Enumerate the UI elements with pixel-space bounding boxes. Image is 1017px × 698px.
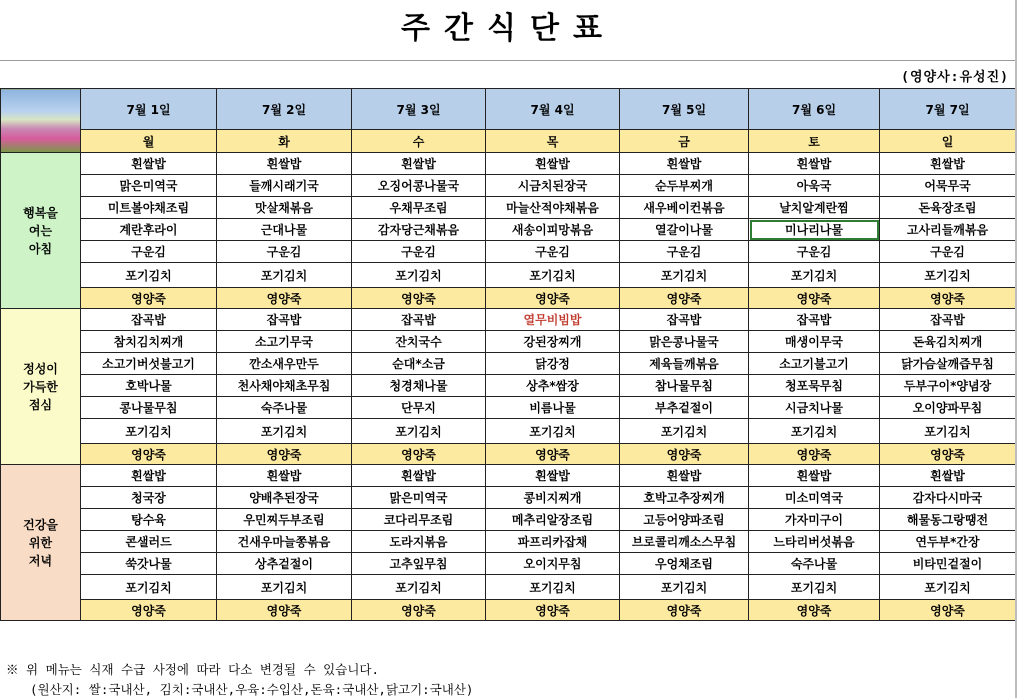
dish-cell[interactable]: 돈육김치찌개 <box>880 331 1016 353</box>
menu-row <box>1 175 1016 197</box>
dish-cell[interactable]: 흰쌀밥 <box>352 465 486 487</box>
dish-cell[interactable]: 비타민겉절이 <box>880 553 1016 575</box>
dish-cell[interactable]: 흰쌀밥 <box>880 153 1016 175</box>
dish-cell[interactable]: 파프리카잡채 <box>486 531 620 553</box>
porridge-cell[interactable]: 영양죽 <box>352 444 486 465</box>
porridge-cell[interactable]: 영양죽 <box>880 288 1016 309</box>
dish-cell[interactable]: 잡곡밥 <box>620 309 749 331</box>
menu-row <box>1 241 1016 263</box>
dish-cell[interactable]: 구운김 <box>749 241 880 263</box>
dish-cell[interactable]: 포기김치 <box>880 575 1016 600</box>
dish-cell[interactable]: 소고기무국 <box>217 331 352 353</box>
weekly-menu-table <box>0 88 1016 621</box>
dish-cell[interactable]: 도라지볶음 <box>352 531 486 553</box>
dish-cell[interactable]: 호박고추장찌개 <box>620 487 749 509</box>
dish-cell[interactable]: 포기김치 <box>486 575 620 600</box>
dish-cell[interactable]: 흰쌀밥 <box>620 153 749 175</box>
weekday-cell[interactable]: 금 <box>620 130 749 153</box>
dish-cell[interactable]: 숙주나물 <box>749 553 880 575</box>
landscape-photo <box>1 89 81 153</box>
porridge-cell[interactable]: 영양죽 <box>486 444 620 465</box>
menu-row <box>1 509 1016 531</box>
dish-cell[interactable]: 감자다시마국 <box>880 487 1016 509</box>
dish-cell[interactable]: 구운김 <box>352 241 486 263</box>
dish-cell[interactable]: 흰쌀밥 <box>486 465 620 487</box>
date-row <box>1 89 1016 130</box>
porridge-cell[interactable]: 영양죽 <box>352 600 486 621</box>
dish-cell[interactable]: 새송이피망볶음 <box>486 219 620 241</box>
dish-cell[interactable]: 흰쌀밥 <box>81 153 217 175</box>
dish-cell[interactable]: 포기김치 <box>486 263 620 288</box>
dish-cell[interactable]: 부추겉절이 <box>620 397 749 419</box>
weekday-cell[interactable]: 목 <box>486 130 620 153</box>
dish-cell[interactable]: 돈육장조림 <box>880 197 1016 219</box>
dish-cell[interactable]: 흰쌀밥 <box>217 153 352 175</box>
weekday-cell[interactable]: 월 <box>81 130 217 153</box>
dish-cell[interactable]: 비름나물 <box>486 397 620 419</box>
dish-cell[interactable]: 흰쌀밥 <box>749 465 880 487</box>
dish-cell[interactable]: 포기김치 <box>352 419 486 444</box>
dish-cell[interactable]: 잡곡밥 <box>81 309 217 331</box>
dish-cell[interactable]: 잡곡밥 <box>352 309 486 331</box>
dish-cell[interactable]: 미트볼야채조림 <box>81 197 217 219</box>
dish-cell[interactable]: 포기김치 <box>749 263 880 288</box>
dish-cell[interactable]: 닭가슴살깨즙무침 <box>880 353 1016 375</box>
dish-cell[interactable]: 미나리나물 <box>749 219 880 241</box>
date-cell[interactable]: 7월 4일 <box>486 89 620 130</box>
dish-cell[interactable]: 고사리들깨볶음 <box>880 219 1016 241</box>
porridge-cell[interactable]: 영양죽 <box>352 288 486 309</box>
porridge-cell[interactable]: 영양죽 <box>749 444 880 465</box>
dish-cell[interactable]: 우엉채조림 <box>620 553 749 575</box>
date-cell[interactable]: 7월 6일 <box>749 89 880 130</box>
porridge-cell[interactable]: 영양죽 <box>81 600 217 621</box>
dish-cell[interactable]: 포기김치 <box>217 575 352 600</box>
dish-cell[interactable]: 시금치나물 <box>749 397 880 419</box>
dish-cell[interactable]: 포기김치 <box>81 575 217 600</box>
porridge-cell[interactable]: 영양죽 <box>217 600 352 621</box>
porridge-cell[interactable]: 영양죽 <box>486 288 620 309</box>
dish-cell[interactable]: 포기김치 <box>81 263 217 288</box>
origin-notice: (원산지: 쌀:국내산, 김치:국내산,우육:수입산,돈육:국내산,닭고기:국내산) <box>30 682 474 697</box>
dish-cell[interactable]: 흰쌀밥 <box>880 465 1016 487</box>
porridge-cell[interactable]: 영양죽 <box>81 288 217 309</box>
dish-cell[interactable]: 포기김치 <box>749 419 880 444</box>
porridge-cell[interactable]: 영양죽 <box>749 600 880 621</box>
dish-cell[interactable]: 오이양파무침 <box>880 397 1016 419</box>
dish-cell[interactable]: 천사채야채초무침 <box>217 375 352 397</box>
menu-row <box>1 219 1016 241</box>
dish-cell[interactable]: 느타리버섯볶음 <box>749 531 880 553</box>
dish-cell[interactable]: 오징어콩나물국 <box>352 175 486 197</box>
dish-cell[interactable]: 감자당근채볶음 <box>352 219 486 241</box>
title-divider <box>0 60 1017 61</box>
meal-label <box>1 153 81 309</box>
dish-cell[interactable]: 구운김 <box>880 241 1016 263</box>
dish-cell[interactable]: 고등어양파조림 <box>620 509 749 531</box>
date-cell[interactable]: 7월 5일 <box>620 89 749 130</box>
dish-cell[interactable]: 우민찌두부조림 <box>217 509 352 531</box>
dish-cell[interactable]: 새우베이컨볶음 <box>620 197 749 219</box>
meal-label-line: 저녁 <box>28 553 53 568</box>
porridge-cell[interactable]: 영양죽 <box>81 444 217 465</box>
porridge-cell[interactable]: 영양죽 <box>880 444 1016 465</box>
meal-label-line: 아침 <box>28 241 53 256</box>
meal-label-line: 행복을 <box>23 205 58 220</box>
dish-cell[interactable]: 오이지무침 <box>486 553 620 575</box>
dish-cell[interactable]: 강된장찌개 <box>486 331 620 353</box>
menu-row <box>1 487 1016 509</box>
dish-cell[interactable]: 건새우마늘쫑볶음 <box>217 531 352 553</box>
meal-label-line: 위한 <box>28 535 53 550</box>
dish-cell[interactable]: 메추리알장조림 <box>486 509 620 531</box>
dish-cell[interactable]: 소고기불고기 <box>749 353 880 375</box>
dish-cell[interactable]: 구운김 <box>217 241 352 263</box>
dish-cell[interactable]: 흰쌀밥 <box>749 153 880 175</box>
meal-label <box>1 465 81 621</box>
dish-cell[interactable]: 잡곡밥 <box>880 309 1016 331</box>
date-cell[interactable]: 7월 2일 <box>217 89 352 130</box>
date-cell[interactable]: 7월 3일 <box>352 89 486 130</box>
weekday-cell[interactable]: 화 <box>217 130 352 153</box>
menu-row <box>1 375 1016 397</box>
dish-cell[interactable]: 닭강정 <box>486 353 620 375</box>
dish-cell[interactable]: 쑥갓나물 <box>81 553 217 575</box>
dish-cell[interactable]: 고추잎무침 <box>352 553 486 575</box>
meal-label <box>1 309 81 465</box>
dish-cell[interactable]: 소고기버섯불고기 <box>81 353 217 375</box>
dish-cell[interactable]: 청국장 <box>81 487 217 509</box>
dish-cell[interactable]: 브로콜리깨소스무침 <box>620 531 749 553</box>
dish-cell[interactable]: 참치김치찌개 <box>81 331 217 353</box>
dish-cell[interactable]: 맑은미역국 <box>81 175 217 197</box>
dish-cell[interactable]: 흰쌀밥 <box>81 465 217 487</box>
dish-cell[interactable]: 포기김치 <box>620 263 749 288</box>
dish-cell[interactable]: 매생이무국 <box>749 331 880 353</box>
dish-cell[interactable]: 상추겉절이 <box>217 553 352 575</box>
porridge-cell[interactable]: 영양죽 <box>620 600 749 621</box>
dish-cell[interactable]: 맑은미역국 <box>352 487 486 509</box>
dish-cell[interactable]: 포기김치 <box>217 419 352 444</box>
dish-cell[interactable]: 아욱국 <box>749 175 880 197</box>
weekday-cell[interactable]: 토 <box>749 130 880 153</box>
porridge-cell[interactable]: 영양죽 <box>620 288 749 309</box>
dish-cell[interactable]: 우채무조림 <box>352 197 486 219</box>
porridge-cell[interactable]: 영양죽 <box>749 288 880 309</box>
dish-cell[interactable]: 콩나물무침 <box>81 397 217 419</box>
menu-row <box>1 309 1016 331</box>
weekday-cell[interactable]: 일 <box>880 130 1016 153</box>
menu-row <box>1 419 1016 444</box>
dish-cell[interactable]: 열갈이나물 <box>620 219 749 241</box>
dish-cell[interactable]: 숙주나물 <box>217 397 352 419</box>
dish-cell[interactable]: 흰쌀밥 <box>486 153 620 175</box>
dish-cell[interactable]: 시금치된장국 <box>486 175 620 197</box>
dish-cell[interactable]: 미소미역국 <box>749 487 880 509</box>
date-cell[interactable]: 7월 1일 <box>81 89 217 130</box>
dish-cell[interactable]: 포기김치 <box>352 263 486 288</box>
porridge-cell[interactable]: 영양죽 <box>217 288 352 309</box>
dish-cell[interactable]: 열무비빔밥 <box>486 309 620 331</box>
menu-row <box>1 465 1016 487</box>
dish-cell[interactable]: 흰쌀밥 <box>217 465 352 487</box>
porridge-row <box>1 600 1016 621</box>
porridge-cell[interactable]: 영양죽 <box>217 444 352 465</box>
dish-cell[interactable]: 잡곡밥 <box>217 309 352 331</box>
porridge-row <box>1 288 1016 309</box>
dish-cell[interactable]: 포기김치 <box>486 419 620 444</box>
dish-cell[interactable]: 단무지 <box>352 397 486 419</box>
dish-cell[interactable]: 포기김치 <box>749 575 880 600</box>
dish-cell[interactable]: 제육들깨볶음 <box>620 353 749 375</box>
dish-cell[interactable]: 잡곡밥 <box>749 309 880 331</box>
dish-cell[interactable]: 포기김치 <box>620 575 749 600</box>
dish-cell[interactable]: 구운김 <box>81 241 217 263</box>
dish-cell[interactable]: 콘샐러드 <box>81 531 217 553</box>
dish-cell[interactable]: 연두부*간장 <box>880 531 1016 553</box>
dietitian-label: (영양사:유성진) <box>901 70 1009 85</box>
porridge-row <box>1 444 1016 465</box>
dish-cell[interactable]: 포기김치 <box>352 575 486 600</box>
menu-change-notice: ※ 위 메뉴는 식재 수급 사정에 따라 다소 변경될 수 있습니다. <box>6 662 380 677</box>
porridge-cell[interactable]: 영양죽 <box>620 444 749 465</box>
menu-row <box>1 197 1016 219</box>
dish-cell[interactable]: 깐소새우만두 <box>217 353 352 375</box>
porridge-cell[interactable]: 영양죽 <box>880 600 1016 621</box>
dish-cell[interactable]: 코다리무조림 <box>352 509 486 531</box>
dish-cell[interactable]: 흰쌀밥 <box>352 153 486 175</box>
dish-cell[interactable]: 순대*소금 <box>352 353 486 375</box>
meal-label-line: 가득한 <box>23 379 58 394</box>
weekday-row <box>1 130 1016 153</box>
dish-cell[interactable]: 들깨시래기국 <box>217 175 352 197</box>
menu-row <box>1 153 1016 175</box>
dish-cell[interactable]: 포기김치 <box>880 263 1016 288</box>
menu-row <box>1 263 1016 288</box>
dish-cell[interactable]: 포기김치 <box>81 419 217 444</box>
menu-row <box>1 331 1016 353</box>
porridge-cell[interactable]: 영양죽 <box>486 600 620 621</box>
menu-row <box>1 531 1016 553</box>
meal-label-line: 여는 <box>28 223 53 238</box>
dish-cell[interactable]: 포기김치 <box>620 419 749 444</box>
dish-cell[interactable]: 어묵무국 <box>880 175 1016 197</box>
page-title: 주간식단표 <box>401 11 616 46</box>
dish-cell[interactable]: 양배추된장국 <box>217 487 352 509</box>
dish-cell[interactable]: 마늘산적야채볶음 <box>486 197 620 219</box>
dish-cell[interactable]: 날치알계란찜 <box>749 197 880 219</box>
dish-cell[interactable]: 잔치국수 <box>352 331 486 353</box>
weekday-cell[interactable]: 수 <box>352 130 486 153</box>
dish-cell[interactable]: 탕수육 <box>81 509 217 531</box>
dish-cell[interactable]: 상추*쌈장 <box>486 375 620 397</box>
date-cell[interactable]: 7월 7일 <box>880 89 1016 130</box>
dish-cell[interactable]: 맑은콩나물국 <box>620 331 749 353</box>
dish-cell[interactable]: 참나물무침 <box>620 375 749 397</box>
dish-cell[interactable]: 계란후라이 <box>81 219 217 241</box>
dish-cell[interactable]: 콩비지찌개 <box>486 487 620 509</box>
dish-cell[interactable]: 순두부찌개 <box>620 175 749 197</box>
dish-cell[interactable]: 구운김 <box>486 241 620 263</box>
dish-cell[interactable]: 맛살채볶음 <box>217 197 352 219</box>
dish-cell[interactable]: 해물동그랑땡전 <box>880 509 1016 531</box>
menu-row <box>1 353 1016 375</box>
dish-cell[interactable]: 청포묵무침 <box>749 375 880 397</box>
meal-label-line: 정성이 <box>23 361 58 376</box>
dish-cell[interactable]: 호박나물 <box>81 375 217 397</box>
dish-cell[interactable]: 흰쌀밥 <box>620 465 749 487</box>
dish-cell[interactable]: 포기김치 <box>880 419 1016 444</box>
meal-label-line: 점심 <box>28 397 53 412</box>
meal-label-line: 건강을 <box>23 517 58 532</box>
dish-cell[interactable]: 구운김 <box>620 241 749 263</box>
dish-cell[interactable]: 가자미구이 <box>749 509 880 531</box>
dish-cell[interactable]: 근대나물 <box>217 219 352 241</box>
menu-row <box>1 575 1016 600</box>
menu-row <box>1 553 1016 575</box>
menu-row <box>1 397 1016 419</box>
dish-cell[interactable]: 포기김치 <box>217 263 352 288</box>
dish-cell[interactable]: 두부구이*양념장 <box>880 375 1016 397</box>
dish-cell[interactable]: 청경채나물 <box>352 375 486 397</box>
